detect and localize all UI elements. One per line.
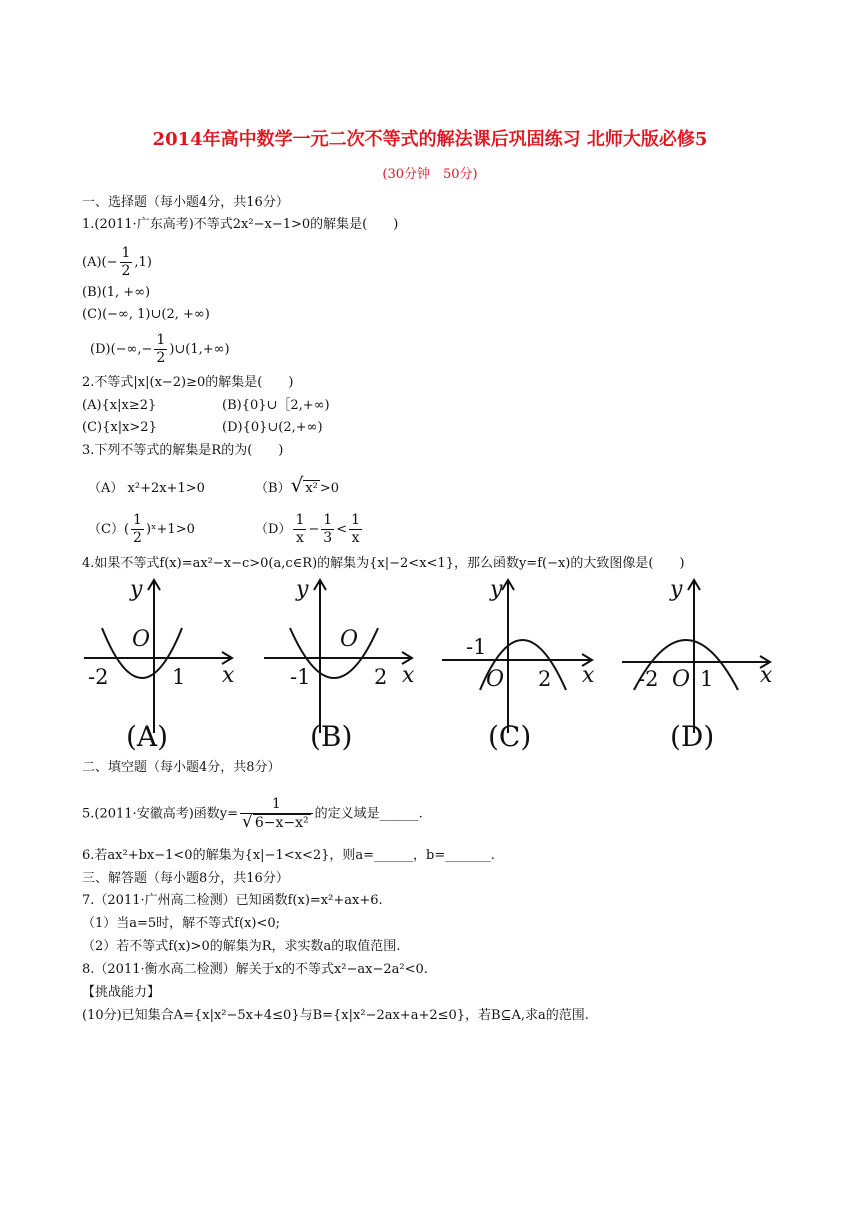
x-label: x [402,663,415,688]
question-2-option-d: (D){0}∪(2,+∞) [222,420,323,435]
section-choice-heading: 一、选择题（每小题4分，共16分） [82,195,289,210]
question-1-option-d: (D)(−∞,− $\frac{1}{2}$ )∪(1,+∞) [90,332,230,366]
graph-option-d [620,578,800,753]
question-3-stem: 3.下列不等式的解集是R的为( ) [82,443,284,458]
origin-label: O [486,667,505,692]
fraction: $\frac{1}{\text{√ 6−x−x²}}$ [240,796,313,832]
question-2-stem: 2.不等式|x|(x−2)≥0的解集是( ) [82,375,294,390]
graph-a-svg [82,578,262,753]
radical-denominator: √ 6−x−x² [242,812,309,832]
graph-letter: (D) [670,720,715,753]
left-root-label: -1 [466,635,487,659]
fraction: $\frac{1}{2}$ [156,332,166,366]
question-6: 6.若ax²+bx−1<0的解集为{x|−1<x<2}，则a=______，b=_______. [82,848,495,863]
graph-option-c [440,578,620,753]
graph-option-a [82,578,262,753]
x-label: x [760,663,773,688]
y-label: y [670,577,683,602]
left-root-label: -2 [638,667,659,691]
question-3-option-d: （D） $\frac{1}{x}$ − $\frac{1}{3}$ < $\frac{1}{x}$ [255,512,361,546]
question-7-stem: 7.（2011·广州高二检测）已知函数f(x)=x²+ax+6. [82,893,383,908]
right-root-label: 1 [700,667,714,691]
y-label: y [490,577,503,602]
fraction: $\frac{1}{3}$ [323,512,333,546]
x-label: x [222,663,235,688]
graph-option-b [262,578,442,753]
origin-label: O [132,627,151,652]
question-7-part-1: （1）当a=5时，解不等式f(x)<0; [82,916,281,931]
question-2-option-b: (B){0}∪［2,+∞) [222,398,330,413]
origin-label: O [340,627,359,652]
fraction: $\frac{1}{x}$ [295,512,305,546]
x-label: x [582,663,595,688]
question-2-option-a: (A){x|x≥2} [82,398,157,413]
question-3-option-c: （C）( $\frac{1}{2}$ )ˣ+1>0 [88,512,195,546]
graph-letter: (A) [126,720,169,753]
radical-sign: √ [242,812,253,832]
question-3-option-b: （B）√ x² >0 [255,473,340,497]
question-3-option-a: （A） x²+2x+1>0 [88,481,205,496]
graph-letter: (B) [310,720,353,753]
question-8: 8.（2011·衡水高二检测）解关于x的不等式x²−ax−2a²<0. [82,962,428,977]
question-1-stem: 1.(2011·广东高考)不等式2x²−x−1>0的解集是( ) [82,217,399,232]
origin-label: O [672,667,691,692]
document-title: 2014年高中数学一元二次不等式的解法课后巩固练习 北师大版必修5 [152,129,708,150]
left-root-label: -1 [290,665,311,689]
section-fill-heading: 二、填空题（每小题4分，共8分） [82,760,281,775]
fraction: $\frac{1}{2}$ [133,512,142,546]
section-answer-heading: 三、解答题（每小题8分，共16分） [82,871,289,886]
fraction: $\frac{1}{2}$ [121,245,131,279]
question-4-stem: 4.如果不等式f(x)=ax²−x−c>0(a,c∈R)的解集为{x|−2<x<1}，那么函数y=f(−x)的大致图像是( ) [82,556,685,571]
challenge-heading: 【挑战能力】 [82,985,161,1000]
y-label: y [130,577,143,602]
question-7-part-2: （2）若不等式f(x)>0的解集为R，求实数a的取值范围. [82,939,401,954]
left-root-label: -2 [88,665,109,689]
challenge-question: (10分)已知集合A={x|x²−5x+4≤0}与B={x|x²−2ax+a+2≤0}，若B⊆A,求a的范围. [82,1008,589,1023]
graph-b-svg [262,578,442,753]
right-root-label: 1 [172,665,186,689]
right-root-label: 2 [374,665,388,689]
question-1-option-b: (B)(1, +∞) [82,285,151,300]
right-root-label: 2 [538,667,552,691]
question-1-option-c: (C)(−∞, 1)∪(2, +∞) [82,307,210,322]
question-5: 5.(2011·安徽高考)函数y= $\frac{1}{\text{√ 6−x−x²}}$ 的定义域是______. [82,796,423,832]
question-2-option-c: (C){x|x>2} [82,420,157,435]
fraction: $\frac{1}{x}$ [351,512,361,546]
graph-d-svg [620,578,800,753]
graph-c-svg [440,578,620,753]
graph-letter: (C) [488,720,532,753]
document-subtitle: (30分钟 50分) [382,167,478,182]
question-1-option-a: (A)(− $\frac{1}{2}$ ,1) [82,245,152,279]
radical-sign: √ [290,473,304,497]
y-label: y [296,577,309,602]
